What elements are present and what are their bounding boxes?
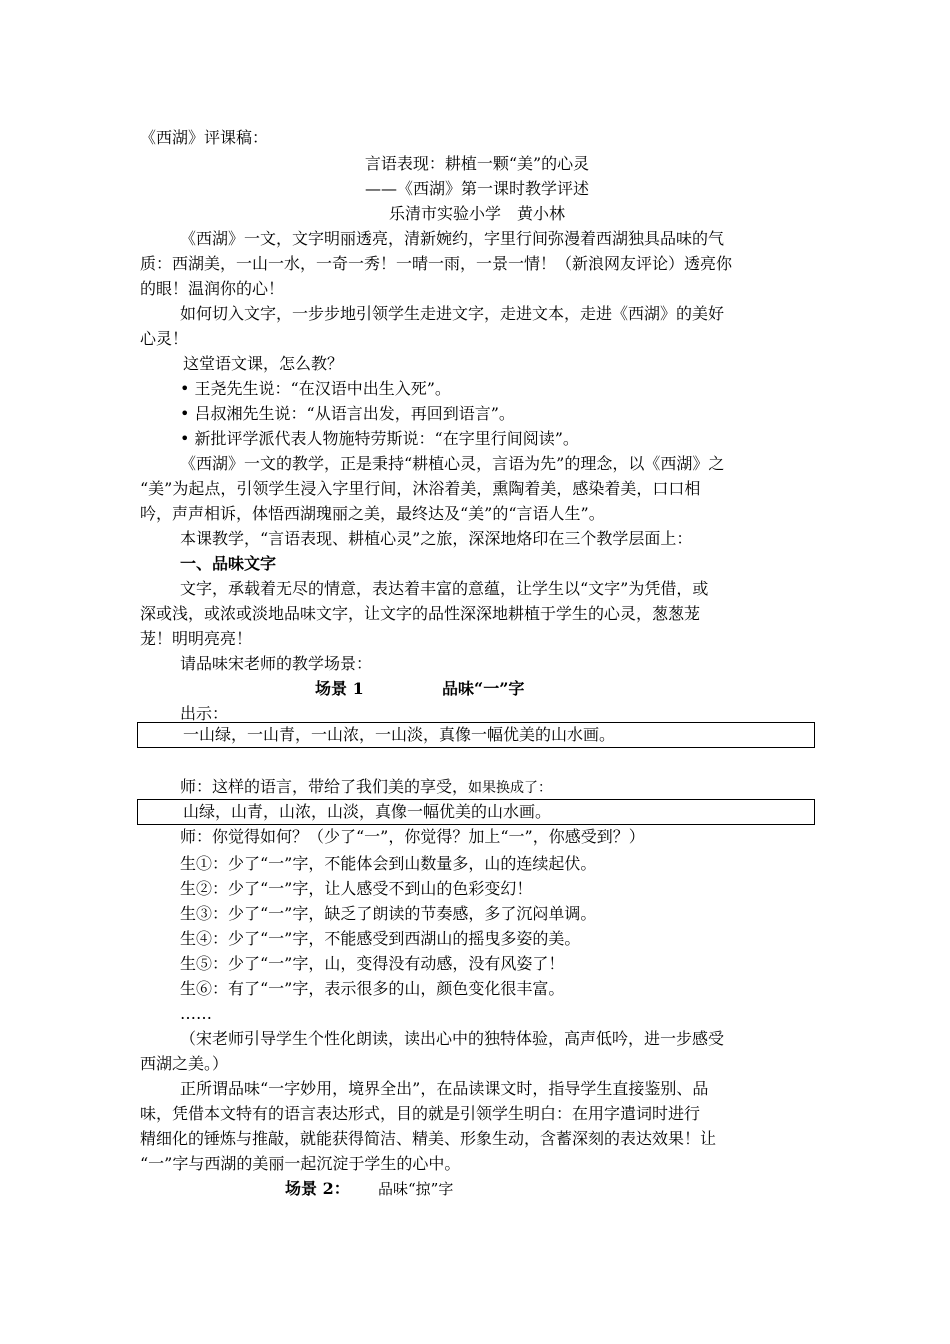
scene-title: 品味“一”字 [442, 679, 525, 698]
paragraph-line: 深或浅，或浓或淡地品味文字，让文字的品性深深地耕植于学生的心灵，葱葱茏 [140, 604, 701, 623]
paragraph-line: 味，凭借本文特有的语言表达形式，目的就是引领学生明白：在用字遣词时进行 [140, 1104, 701, 1123]
paragraph-line: 文字，承载着无尽的情意，表达着丰富的意蕴，让学生以“文字”为凭借，或 [180, 579, 709, 598]
teacher-text: 师：这样的语言，带给了我们美的享受， [180, 777, 469, 796]
paragraph-line: 本课教学，“言语表现、耕植心灵”之旅，深深地烙印在三个教学层面上： [180, 529, 693, 548]
article-subtitle: ——《西湖》第一课时教学评述 [364, 179, 589, 198]
paragraph-line: 正所谓品味“一字妙用，境界全出”，在品读课文时，指导学生直接鉴别、品 [180, 1079, 709, 1098]
scene-label: 场景 2： [285, 1179, 350, 1198]
question-line: 这堂语文课，怎么教？ [183, 354, 344, 373]
scene-label: 场景 1 [315, 679, 364, 698]
paragraph-line: 《西湖》一文的教学，正是秉持“耕植心灵，言语为先”的理念，以《西湖》之 [180, 454, 725, 473]
paragraph-line: 吟，声声相诉，体悟西湖瑰丽之美，最终达及“美”的“言语人生”。 [140, 504, 605, 523]
paragraph-line: 《西湖》一文，文字明丽透亮，清新婉约，字里行间弥漫着西湖独具品味的气 [180, 229, 725, 248]
paragraph-line: 请品味宋老师的教学场景： [180, 654, 373, 673]
quote-item: • 王尧先生说：“在汉语中出生入死”。 [180, 379, 451, 398]
student-answer: 生②：少了“一”字，让人感受不到山的色彩变幻！ [180, 879, 533, 898]
paragraph-line: 茏！明明亮亮！ [140, 629, 253, 648]
student-answer: 生④：少了“一”字，不能感受到西湖山的摇曳多姿的美。 [180, 929, 581, 948]
ellipsis: …… [180, 1004, 212, 1023]
paragraph-line: 的眼！温润你的心！ [140, 279, 285, 298]
teacher-line: 师：你觉得如何？（少了“一”，你觉得？加上“一”，你感受到？） [180, 827, 645, 846]
show-label: 出示： [180, 704, 229, 723]
paragraph-line: “美”为起点，引领学生浸入字里行间，沐浴着美，熏陶着美，感染着美，口口相 [140, 479, 701, 498]
document-heading: 《西湖》评课稿： [140, 128, 269, 147]
paragraph-line: （宋老师引导学生个性化朗读，读出心中的独特体验，高声低吟，进一步感受 [180, 1029, 725, 1048]
paragraph-line: 如何切入文字，一步步地引领学生走进文字，走进文本，走进《西湖》的美好 [180, 304, 725, 323]
student-answer: 生③：少了“一”字，缺乏了朗读的节奏感，多了沉闷单调。 [180, 904, 597, 923]
example-text: 山绿，山青，山浓，山淡，真像一幅优美的山水画。 [183, 802, 552, 821]
student-answer: 生⑤：少了“一”字，山，变得没有动感，没有风姿了！ [180, 954, 565, 973]
example-box [137, 799, 815, 825]
quote-item: • 吕叔湘先生说：“从语言出发，再回到语言”。 [180, 404, 515, 423]
quote-item: • 新批评学派代表人物施特劳斯说：“在字里行间阅读”。 [180, 429, 579, 448]
paragraph-line: 西湖之美。） [140, 1054, 229, 1073]
article-title: 言语表现：耕植一颗“美”的心灵 [364, 154, 590, 173]
scene-title: 品味“掠”字 [378, 1180, 454, 1198]
student-answer: 生⑥：有了“一”字，表示很多的山，颜色变化很丰富。 [180, 979, 565, 998]
article-author: 乐清市实验小学 黄小林 [388, 204, 565, 223]
section-heading: 一、品味文字 [180, 554, 277, 573]
paragraph-line: “一”字与西湖的美丽一起沉淀于学生的心中。 [140, 1154, 461, 1173]
teacher-line [180, 775, 552, 799]
paragraph-line: 质：西湖美，一山一水，一奇一秀！一晴一雨，一景一情！（新浪网友评论）透亮你 [140, 254, 733, 273]
example-box [137, 722, 815, 748]
student-answer: 生①：少了“一”字，不能体会到山数量多，山的连续起伏。 [180, 854, 597, 873]
example-text: 一山绿，一山青，一山浓，一山淡，真像一幅优美的山水画。 [183, 725, 616, 744]
teacher-text-small: 如果换成了： [468, 780, 553, 796]
paragraph-line: 精细化的锤炼与推敲，就能获得简洁、精美、形象生动，含蓄深刻的表达效果！让 [140, 1129, 717, 1148]
paragraph-line: 心灵！ [140, 329, 189, 348]
